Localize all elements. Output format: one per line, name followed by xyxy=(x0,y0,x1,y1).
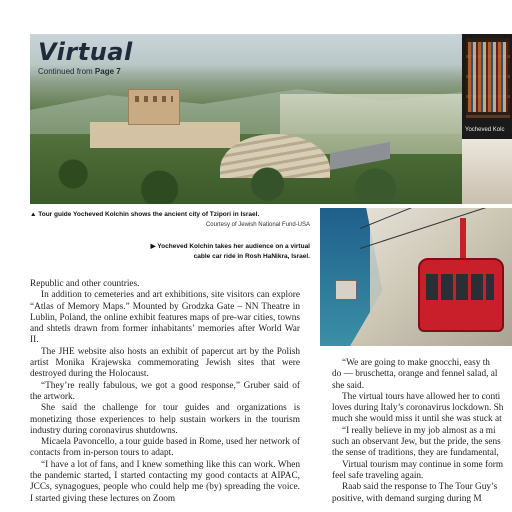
text-line: positive, with demand surging during M xyxy=(332,493,482,504)
text-line: “I really believe in my job almost as a mi xyxy=(342,425,496,436)
caption-tzipori: ▲ Tour guide Yocheved Kolchin shows the ancient city of Tzipori in Israel. xyxy=(30,211,260,218)
paragraph: Republic and other countries. xyxy=(30,279,140,289)
text-line: do — bruschetta, orange and fennel salad, al xyxy=(332,369,498,380)
continued-prefix: Continued from xyxy=(38,67,95,76)
caption-cable-car-line2: cable car ride in Rosh HaNikra, Israel. xyxy=(193,253,310,260)
photo-credit: Courtesy of Jewish National Fund-USA xyxy=(205,222,310,228)
cable-car-photo xyxy=(320,208,512,346)
text-line: such an observant Jew, but the pride, the sens xyxy=(332,437,501,448)
trees xyxy=(30,154,462,204)
paragraph: “I have a lot of fans, and I knew something like this can work. When the pandemic started, I started contacting my good contacts at AIPAC, JCCs, synagogues, people who could help me (by) spreading the voice. I started giving these lectures on Zoom xyxy=(30,459,300,504)
text-line: Raab said the response to The Tour Guy’s xyxy=(342,482,498,493)
red-cable-car xyxy=(418,258,504,332)
text-line: she said. xyxy=(332,380,365,391)
caption-cable-car xyxy=(140,242,310,262)
citadel-tower xyxy=(128,89,180,125)
paragraph: “They’re really fabulous, we got a good response,” Gruber said of the artwork. xyxy=(30,380,300,402)
caption-cable-car-line1: ▶ Yocheved Kolchin takes her audience on a virtual xyxy=(150,243,310,250)
ruin-base xyxy=(90,122,240,148)
article-body-left xyxy=(30,279,300,505)
paragraph: The JHE website also hosts an exhibit of papercut art by the Polish artist Monika Krajewska commemorating Jewish sites that were destroyed during the Holocaust. xyxy=(30,346,300,380)
text-line: “We are going to make gnocchi, easy th xyxy=(342,358,490,368)
video-call-panel xyxy=(462,34,512,204)
text-line: the sense of traditions, they are fundamental, xyxy=(332,448,499,459)
text-line: much she would miss it until she was stuck at xyxy=(332,414,502,425)
text-line: feel safe traveling again. xyxy=(332,470,424,481)
video-frame xyxy=(462,139,512,204)
headline: Virtual xyxy=(38,38,133,66)
paragraph: Micaela Pavoncello, a tour guide based in Rome, used her network of contacts from in-person tours to adapt. xyxy=(30,437,300,459)
participant-name: Yocheved Kolc xyxy=(465,127,505,133)
text-line: The virtual tours have allowed her to conti xyxy=(342,391,501,402)
paragraph: In addition to cemeteries and art exhibitions, site visitors can explore “Atlas of Memory Maps.” Mounted by Grodzka Gate – NN Theatre in Lublin, Poland, the online exhibit features maps of pre-war cities, towns and shtetls drawn from former inhabitants’ memories after World War II. xyxy=(30,290,300,346)
text-line: Virtual tourism may continue in some form xyxy=(342,459,504,470)
books xyxy=(468,42,508,112)
article-body-right xyxy=(332,358,512,505)
cable-car-arm xyxy=(460,218,466,260)
continued-from xyxy=(38,67,121,76)
continued-page: Page 7 xyxy=(94,67,121,76)
text-line: loves during Italy’s coronavirus lockdown. Sh xyxy=(332,403,504,414)
cable-station xyxy=(335,280,357,300)
paragraph: She said the challenge for tour guides and organizations is monetizing those experiences to help sustain workers in the tourism industry during coronavirus shutdowns. xyxy=(30,403,300,436)
